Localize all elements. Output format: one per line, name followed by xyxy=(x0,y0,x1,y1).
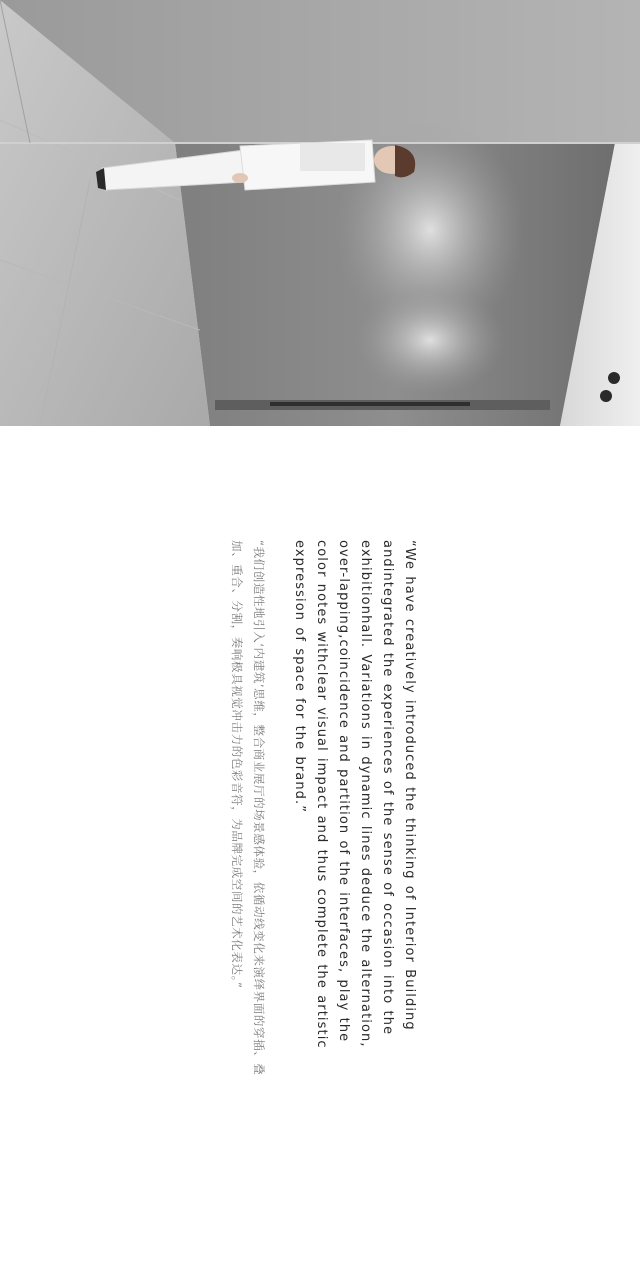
wall-light-glow xyxy=(355,285,505,395)
hero-photo xyxy=(0,0,640,426)
english-quote: “We have creatively introduced the thinking of Interior Building andintegrated the experiences of the sense of occasion into the exhibitionhall. Variations in dynamic lines deduce the alternation, over-lapping,coincidence and partition of the interfaces, play the color notes withclear visual impact and thus complete the artistic expression of space for the brand.” xyxy=(292,540,417,1049)
chinese-quote: “我们创造性地引入‘内建筑’思维，整合商业展厅的场景感体验，依循动线变化来演绎界面的穿插、叠加、重合、分割，奏响极具视觉冲击力的色彩音符，为品牌完成空间的艺术化表达。” xyxy=(230,540,266,1076)
quote-block xyxy=(180,540,420,1080)
spotlight xyxy=(600,390,612,402)
spotlight xyxy=(608,372,620,384)
showroom-model-image xyxy=(0,0,640,426)
